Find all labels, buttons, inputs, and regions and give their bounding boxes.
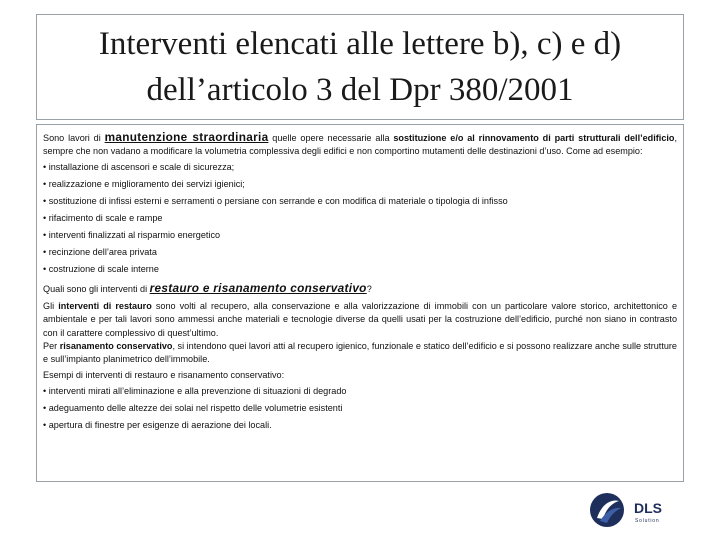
intro-bold: sostituzione e/o al rinnovamento di parti strutturali dell’edificio [393,133,675,143]
intro-text-2: quelle opere necessarie alla [268,133,394,143]
logo-subtext: Solution [635,518,660,524]
page-title [37,21,683,113]
dls-logo [588,491,678,529]
content-box [36,124,684,482]
p1-text-2: sono volti al recupero, alla conservazione e alla valorizzazione di immobili con un particolare valore storico, architettonico e ambientale e per tali lavori sono ammessi anche materiali e tecnologie diverse da quelli usati per la costruzione dell’edificio, purché non siano in contrasto con il carattere complessivo di quest’ultimo. [43,300,677,338]
restauro-list [43,383,677,434]
list-item: • realizzazione e miglioramento dei servizi igienici; [43,178,245,189]
dls-logo-icon [588,491,678,529]
p1-bold: interventi di restauro [58,300,152,311]
intro-text-3: , sempre che non vadano a modificare la volumetria complessiva degli edifici e non comportino mutamenti delle destinazioni d’uso. Come ad esempio: [43,133,677,157]
p2-bold: risanamento conservativo [59,341,173,352]
p2-text: Per [43,341,60,352]
list-item: • adeguamento delle altezze dei solai nel rispetto delle volumetrie esistenti [43,402,343,413]
manutenzione-term: manutenzione straordinaria [104,130,269,144]
p1-text: Gli [43,300,59,311]
manutenzione-intro [43,131,677,159]
title-line-2: dell’articolo 3 del Dpr 380/2001 [146,72,574,108]
risanamento-paragraph [43,340,677,367]
list-item: • interventi finalizzati al risparmio energetico [43,229,221,240]
title-box [36,14,684,120]
title-line-1: Interventi elencati alle lettere b), c) e d) [98,26,622,62]
logo-text: DLS [634,500,662,516]
list-item: • installazione di ascensori e scale di sicurezza; [43,161,235,172]
list-item: • costruzione di scale interne [43,263,159,274]
list-item: • recinzione dell’area privata [43,246,157,257]
p2-text-2: , si intendono quei lavori atti al recupero igienico, funzionale e statico dell’edificio e si possono realizzare anche sulle strutture e sull’impianto planimetrico dell’immobile. [43,341,677,365]
list-item: • rifacimento di scale e rampe [43,212,163,223]
restauro-question [43,280,677,298]
question-text: Quali sono gli interventi di [43,283,150,294]
intro-text: Sono lavori di [43,133,105,143]
manutenzione-list [43,159,677,278]
question-mark: ? [366,283,372,294]
list-item: • interventi mirati all’eliminazione e alla prevenzione di situazioni di degrado [43,385,347,396]
examples-label: Esempi di interventi di restauro e risanamento conservativo: [43,369,285,380]
restauro-paragraph [43,300,677,340]
list-item: • sostituzione di infissi esterni e serramenti o persiane con serrande e con modifica di materiale o tipologia di infisso [43,195,508,206]
list-item: • apertura di finestre per esigenze di aerazione dei locali. [43,419,272,430]
restauro-term: restauro e risanamento conservativo [149,280,367,295]
